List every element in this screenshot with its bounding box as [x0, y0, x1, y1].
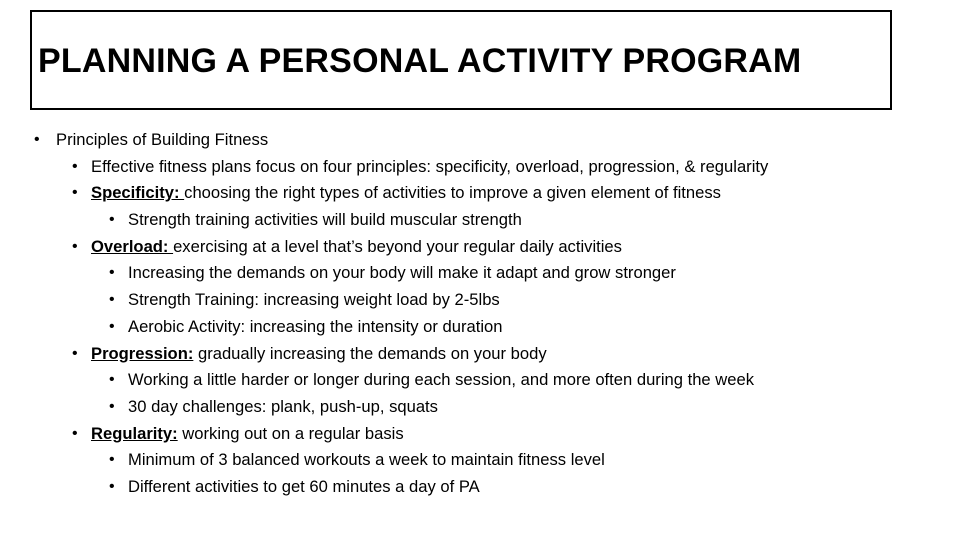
- bullet-dot-icon: •: [109, 397, 115, 415]
- bullet-body-text: Working a little harder or longer during each session, and more often during the week: [128, 370, 755, 390]
- bullet-line-level-1: [0, 154, 960, 181]
- bullet-text: [128, 394, 438, 421]
- principle-term: Regularity:: [91, 423, 178, 443]
- bullet-body-text: exercising at a level that’s beyond your regular daily activities: [173, 236, 622, 256]
- bullet-dot-icon: •: [72, 344, 78, 362]
- bullet-dot-icon: •: [109, 211, 115, 229]
- bullet-line-level-2: [0, 447, 960, 474]
- bullet-body-text: Strength training activities will build muscular strength: [128, 210, 522, 230]
- bullet-line-level-0: [0, 127, 960, 154]
- bullet-list: [0, 127, 960, 501]
- bullet-text: [91, 180, 721, 207]
- bullet-text: [128, 474, 480, 501]
- bullet-text: [128, 260, 676, 287]
- bullet-dot-icon: •: [109, 477, 115, 495]
- bullet-text: [91, 234, 622, 261]
- bullet-body-text: working out on a regular basis: [177, 423, 404, 443]
- bullet-dot-icon: •: [34, 131, 40, 148]
- bullet-dot-icon: •: [72, 157, 78, 175]
- bullet-line-level-2: [0, 207, 960, 234]
- bullet-text: [128, 287, 500, 314]
- bullet-body-text: Different activities to get 60 minutes a day of PA: [128, 476, 480, 496]
- bullet-dot-icon: •: [109, 291, 115, 309]
- bullet-body-text: choosing the right types of activities to improve a given element of fitness: [184, 183, 721, 203]
- bullet-body-text: gradually increasing the demands on your body: [193, 343, 547, 363]
- bullet-dot-icon: •: [72, 184, 78, 202]
- bullet-dot-icon: •: [72, 424, 78, 442]
- principle-term: Overload:: [91, 236, 174, 256]
- principle-term: Progression:: [91, 343, 194, 363]
- bullet-body-text: 30 day challenges: plank, push-up, squats: [128, 396, 438, 416]
- bullet-line-level-1: [0, 421, 960, 448]
- bullet-line-level-2: [0, 394, 960, 421]
- bullet-text: [91, 154, 768, 181]
- bullet-body-text: Aerobic Activity: increasing the intensity or duration: [128, 316, 503, 336]
- bullet-body-text: Minimum of 3 balanced workouts a week to maintain fitness level: [128, 450, 605, 470]
- bullet-line-level-2: [0, 260, 960, 287]
- bullet-text: [128, 207, 522, 234]
- bullet-text: [128, 367, 754, 394]
- bullet-dot-icon: •: [109, 264, 115, 282]
- bullet-dot-icon: •: [109, 451, 115, 469]
- bullet-text: [91, 421, 404, 448]
- bullet-line-level-1: [0, 234, 960, 261]
- bullet-line-level-1: [0, 341, 960, 368]
- bullet-line-level-2: [0, 314, 960, 341]
- bullet-body-text: Strength Training: increasing weight load by 2-5lbs: [128, 290, 500, 310]
- bullet-dot-icon: •: [109, 371, 115, 389]
- bullet-text: [56, 127, 268, 154]
- bullet-text: [91, 341, 547, 368]
- slide-title: PLANNING A PERSONAL ACTIVITY PROGRAM: [38, 42, 802, 80]
- bullet-line-level-1: [0, 180, 960, 207]
- bullet-body-text: Increasing the demands on your body will make it adapt and grow stronger: [128, 263, 676, 283]
- bullet-text: [128, 447, 605, 474]
- principle-term: Specificity:: [91, 183, 185, 203]
- bullet-line-level-2: [0, 367, 960, 394]
- bullet-body-text: Effective fitness plans focus on four principles: specificity, overload, progression, & regularity: [91, 156, 769, 176]
- bullet-body-text: Principles of Building Fitness: [56, 130, 269, 149]
- bullet-dot-icon: •: [72, 237, 78, 255]
- bullet-line-level-2: [0, 287, 960, 314]
- bullet-dot-icon: •: [109, 317, 115, 335]
- bullet-line-level-2: [0, 474, 960, 501]
- title-box: [30, 10, 892, 110]
- bullet-text: [128, 314, 502, 341]
